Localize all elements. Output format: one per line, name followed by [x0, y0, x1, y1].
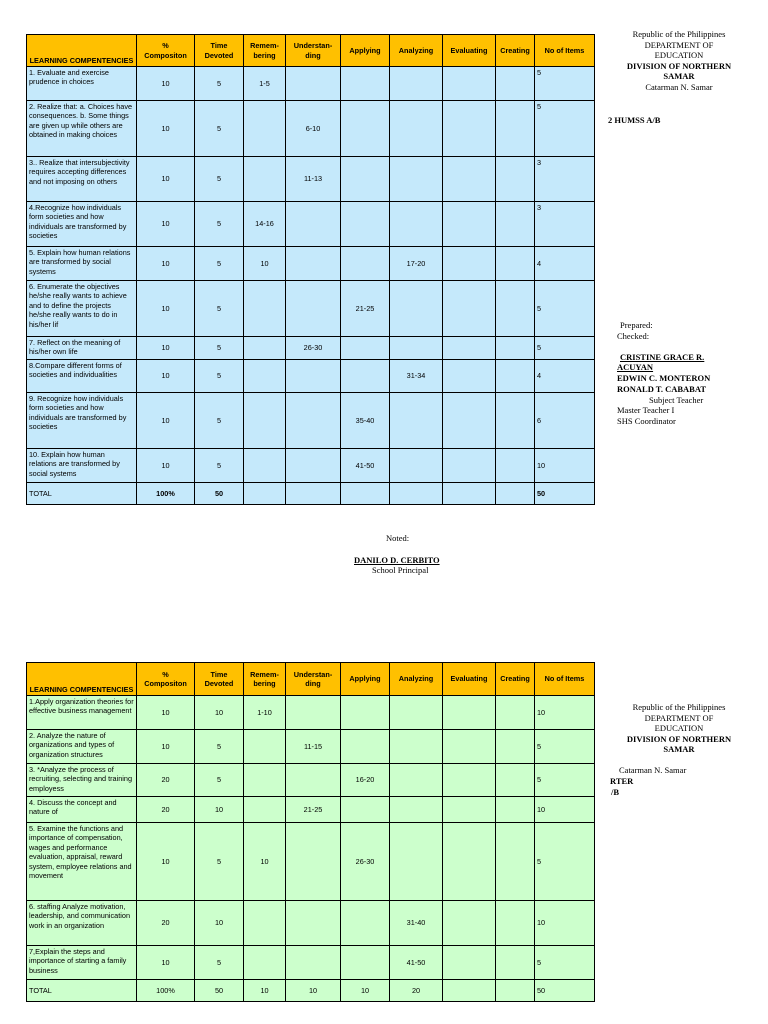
understanding-cell [286, 360, 341, 393]
evaluating-cell [443, 764, 496, 797]
time-cell: 5 [195, 157, 244, 202]
total-label: TOTAL [27, 980, 137, 1002]
understanding-cell: 11-15 [286, 730, 341, 764]
remembering-cell [244, 337, 286, 360]
understanding-cell [286, 764, 341, 797]
remembering-cell: 10 [244, 823, 286, 901]
competency-cell: 5. Explain how human relations are transformed by social systems [27, 247, 137, 281]
total-analyzing: 20 [390, 980, 443, 1002]
remembering-cell [244, 946, 286, 980]
time-cell: 10 [195, 696, 244, 730]
section-label-1: 2 HUMSS A/B [608, 115, 661, 125]
remembering-cell [244, 360, 286, 393]
competency-cell: 9. Recognize how individuals form societies and how individuals are transformed by societies [27, 393, 137, 449]
teacher-name-line2: ACUYAN [617, 362, 654, 372]
table-row [27, 946, 595, 980]
table-header-row [27, 35, 595, 67]
analyzing-cell [390, 823, 443, 901]
competency-cell: 7. Reflect on the meaning of his/her own life [27, 337, 137, 360]
total-time: 50 [195, 980, 244, 1002]
understanding-cell [286, 901, 341, 946]
competency-cell: 8.Compare different forms of societies and individualities [27, 360, 137, 393]
table-row [27, 202, 595, 247]
table-row [27, 696, 595, 730]
location-line-2: Catarman N. Samar [619, 765, 687, 775]
remembering-cell: 1-10 [244, 696, 286, 730]
remembering-cell [244, 449, 286, 483]
analyzing-cell [390, 281, 443, 337]
evaluating-cell [443, 67, 496, 101]
creating-cell [496, 67, 535, 101]
republic-line: Republic of the Philippines [632, 29, 726, 39]
items-cell: 5 [535, 101, 595, 157]
analyzing-cell [390, 393, 443, 449]
department-line: DEPARTMENT OF [644, 39, 714, 50]
republic-line: Republic of the Philippines [632, 702, 726, 712]
master-teacher-name: EDWIN C. MONTERON [617, 373, 711, 383]
applying-cell: 16-20 [341, 764, 390, 797]
applying-cell: 35-40 [341, 393, 390, 449]
analyzing-cell [390, 730, 443, 764]
creating-cell [496, 901, 535, 946]
understanding-cell [286, 696, 341, 730]
table-row [27, 101, 595, 157]
items-cell: 10 [535, 696, 595, 730]
creating-cell [496, 696, 535, 730]
total-composition: 100% [137, 483, 195, 505]
total-composition: 100% [137, 980, 195, 1002]
composition-cell: 10 [137, 281, 195, 337]
evaluating-cell [443, 901, 496, 946]
table-row [27, 449, 595, 483]
remembering-cell [244, 797, 286, 823]
remembering-cell [244, 157, 286, 202]
header-evaluating: Evaluating [443, 35, 496, 67]
section-label-2: /B [611, 787, 620, 797]
total-creating [496, 483, 535, 505]
creating-cell [496, 281, 535, 337]
coordinator-title: SHS Coordinator [617, 416, 676, 426]
composition-cell: 10 [137, 823, 195, 901]
school-header-1 [614, 29, 744, 92]
analyzing-cell [390, 337, 443, 360]
competency-cell: 6. staffing Analyze motivation, leadership, and communication work in an organization [27, 901, 137, 946]
items-cell: 4 [535, 360, 595, 393]
applying-cell [341, 101, 390, 157]
evaluating-cell [443, 797, 496, 823]
creating-cell [496, 764, 535, 797]
understanding-cell [286, 449, 341, 483]
remembering-cell [244, 101, 286, 157]
evaluating-cell [443, 360, 496, 393]
total-items: 50 [535, 980, 595, 1002]
items-cell: 3 [535, 157, 595, 202]
understanding-cell: 11-13 [286, 157, 341, 202]
school-header-2 [614, 702, 744, 755]
items-cell: 5 [535, 337, 595, 360]
header-composition [137, 35, 195, 67]
creating-cell [496, 202, 535, 247]
applying-cell: 21-25 [341, 281, 390, 337]
composition-cell: 10 [137, 360, 195, 393]
competency-cell: 5. Examine the functions and importance of compensation, wages and performance evaluation, appraisal, reward system, employee relations and movement [27, 823, 137, 901]
principal-title: School Principal [372, 565, 429, 575]
teacher-name-line1: CRISTINE GRACE R. [620, 352, 705, 362]
coordinator-name: RONALD T. CABABAT [617, 384, 707, 394]
remembering-cell [244, 901, 286, 946]
competency-cell: 1. Evaluate and exercise prudence in choices [27, 67, 137, 101]
analyzing-cell: 17-20 [390, 247, 443, 281]
competency-cell: 2. Realize that: a. Choices have consequences. b. Some things are given up while others are obtained in making choices [27, 101, 137, 157]
total-applying: 10 [341, 980, 390, 1002]
remembering-cell: 10 [244, 247, 286, 281]
time-cell: 5 [195, 823, 244, 901]
understanding-cell: 21-25 [286, 797, 341, 823]
header-evaluating: Evaluating [443, 663, 496, 696]
samar-line: SAMAR [663, 71, 695, 81]
evaluating-cell [443, 202, 496, 247]
remembering-cell: 14-16 [244, 202, 286, 247]
creating-cell [496, 360, 535, 393]
total-row [27, 980, 595, 1002]
items-cell: 5 [535, 946, 595, 980]
composition-cell: 10 [137, 337, 195, 360]
total-understanding [286, 483, 341, 505]
understanding-cell [286, 67, 341, 101]
evaluating-cell [443, 157, 496, 202]
header-creating: Creating [496, 663, 535, 696]
remembering-cell [244, 393, 286, 449]
competency-cell: 10. Explain how human relations are transformed by social systems [27, 449, 137, 483]
table-of-specification-1 [26, 34, 595, 505]
time-cell: 5 [195, 449, 244, 483]
time-cell: 5 [195, 247, 244, 281]
composition-cell: 10 [137, 247, 195, 281]
items-cell: 10 [535, 449, 595, 483]
time-cell: 5 [195, 281, 244, 337]
header-applying: Applying [341, 663, 390, 696]
applying-cell [341, 730, 390, 764]
total-time: 50 [195, 483, 244, 505]
composition-cell: 10 [137, 946, 195, 980]
remembering-cell [244, 730, 286, 764]
header-items: No of Items [535, 35, 595, 67]
items-cell: 5 [535, 67, 595, 101]
creating-cell [496, 449, 535, 483]
analyzing-cell: 41-50 [390, 946, 443, 980]
evaluating-cell [443, 696, 496, 730]
competency-cell: 4.Recognize how individuals form societies and how individuals are transformed by societies [27, 202, 137, 247]
composition-cell: 20 [137, 764, 195, 797]
applying-cell [341, 247, 390, 281]
analyzing-cell [390, 764, 443, 797]
evaluating-cell [443, 946, 496, 980]
remembering-cell [244, 764, 286, 797]
evaluating-cell [443, 730, 496, 764]
time-cell: 5 [195, 337, 244, 360]
division-line: DIVISION OF NORTHERN [626, 60, 732, 71]
total-applying [341, 483, 390, 505]
time-cell: 10 [195, 797, 244, 823]
table-row [27, 360, 595, 393]
analyzing-cell [390, 157, 443, 202]
principal-name: DANILO D. CERBITO [354, 555, 440, 565]
composition-cell: 10 [137, 449, 195, 483]
header-time-devoted: Time Devoted [195, 663, 244, 696]
applying-cell [341, 901, 390, 946]
time-cell: 5 [195, 202, 244, 247]
understanding-cell: 26-30 [286, 337, 341, 360]
understanding-cell [286, 202, 341, 247]
table-header-row [27, 663, 595, 696]
competency-cell: 3. *Analyze the process of recruiting, selecting and training employess [27, 764, 137, 797]
header-competencies: LEARNING COMPENTENCIES [27, 663, 137, 696]
items-cell: 5 [535, 823, 595, 901]
applying-cell [341, 157, 390, 202]
samar-line: SAMAR [663, 744, 695, 754]
table-row [27, 764, 595, 797]
total-remembering: 10 [244, 980, 286, 1002]
understanding-cell [286, 946, 341, 980]
creating-cell [496, 157, 535, 202]
header-remembering: Remem-bering [244, 663, 286, 696]
items-cell: 10 [535, 901, 595, 946]
evaluating-cell [443, 281, 496, 337]
composition-cell: 20 [137, 901, 195, 946]
applying-cell: 41-50 [341, 449, 390, 483]
evaluating-cell [443, 393, 496, 449]
header-analyzing: Analyzing [390, 663, 443, 696]
noted-label: Noted: [386, 533, 410, 543]
table-row [27, 823, 595, 901]
table-of-specification-2 [26, 662, 595, 1002]
competency-cell: 7,Explain the steps and importance of starting a family business [27, 946, 137, 980]
prepared-label: Prepared: [620, 320, 653, 330]
creating-cell [496, 797, 535, 823]
table-row [27, 393, 595, 449]
header-competencies: LEARNING COMPENTENCIES [27, 35, 137, 67]
master-title: Master Teacher I [617, 405, 675, 415]
evaluating-cell [443, 337, 496, 360]
time-cell: 5 [195, 946, 244, 980]
table-row [27, 901, 595, 946]
header-composition-pct: % [162, 41, 169, 51]
teacher-title: Subject Teacher [649, 395, 704, 405]
header-understanding: Understan-ding [286, 35, 341, 67]
table-row [27, 730, 595, 764]
evaluating-cell [443, 823, 496, 901]
understanding-cell [286, 823, 341, 901]
header-remembering: Remem-bering [244, 35, 286, 67]
quarter-label: RTER [610, 776, 634, 786]
analyzing-cell: 31-40 [390, 901, 443, 946]
competency-cell: 3.. Realize that intersubjectivity requires accepting differences and not imposing on others [27, 157, 137, 202]
items-cell: 5 [535, 730, 595, 764]
header-time-devoted: Time Devoted [195, 35, 244, 67]
competency-cell: 2. Analyze the nature of organizations and types of organization structures [27, 730, 137, 764]
understanding-cell [286, 247, 341, 281]
understanding-cell [286, 393, 341, 449]
composition-cell: 10 [137, 202, 195, 247]
competency-cell: 4. Discuss the concept and nature of [27, 797, 137, 823]
analyzing-cell [390, 797, 443, 823]
header-creating: Creating [496, 35, 535, 67]
applying-cell [341, 797, 390, 823]
time-cell: 5 [195, 730, 244, 764]
understanding-cell [286, 281, 341, 337]
evaluating-cell [443, 247, 496, 281]
applying-cell [341, 946, 390, 980]
division-line: DIVISION OF NORTHERN [626, 733, 732, 744]
analyzing-cell [390, 449, 443, 483]
total-creating [496, 980, 535, 1002]
table-row [27, 281, 595, 337]
total-understanding: 10 [286, 980, 341, 1002]
remembering-cell: 1-5 [244, 67, 286, 101]
competency-cell: 6. Enumerate the objectives he/she really wants to achieve and to define the projects he/she really wants to do in his/her lif [27, 281, 137, 337]
applying-cell [341, 67, 390, 101]
composition-cell: 10 [137, 157, 195, 202]
composition-cell: 10 [137, 696, 195, 730]
analyzing-cell [390, 202, 443, 247]
time-cell: 5 [195, 360, 244, 393]
remembering-cell [244, 281, 286, 337]
total-analyzing [390, 483, 443, 505]
time-cell: 5 [195, 101, 244, 157]
analyzing-cell [390, 696, 443, 730]
header-items: No of Items [535, 663, 595, 696]
time-cell: 5 [195, 764, 244, 797]
creating-cell [496, 247, 535, 281]
applying-cell [341, 360, 390, 393]
education-line: EDUCATION [654, 723, 704, 733]
composition-cell: 10 [137, 393, 195, 449]
composition-cell: 20 [137, 797, 195, 823]
evaluating-cell [443, 101, 496, 157]
creating-cell [496, 823, 535, 901]
checked-label: Checked: [617, 331, 650, 341]
creating-cell [496, 101, 535, 157]
composition-cell: 10 [137, 67, 195, 101]
total-remembering [244, 483, 286, 505]
header-composition-pct: % [162, 669, 169, 679]
table-row [27, 67, 595, 101]
total-row [27, 483, 595, 505]
table-row [27, 337, 595, 360]
time-cell: 10 [195, 901, 244, 946]
composition-cell: 10 [137, 101, 195, 157]
total-evaluating [443, 483, 496, 505]
time-cell: 5 [195, 67, 244, 101]
header-composition [137, 663, 195, 696]
evaluating-cell [443, 449, 496, 483]
items-cell: 10 [535, 797, 595, 823]
analyzing-cell [390, 67, 443, 101]
location-line: Catarman N. Samar [645, 81, 713, 92]
analyzing-cell: 31-34 [390, 360, 443, 393]
header-composition-label: Compositon [144, 50, 187, 60]
creating-cell [496, 730, 535, 764]
table-row [27, 157, 595, 202]
creating-cell [496, 337, 535, 360]
department-line: DEPARTMENT OF [644, 712, 714, 723]
applying-cell [341, 337, 390, 360]
header-composition-label: Compositon [144, 679, 187, 688]
analyzing-cell [390, 101, 443, 157]
time-cell: 5 [195, 393, 244, 449]
applying-cell: 26-30 [341, 823, 390, 901]
header-understanding: Understan-ding [286, 663, 341, 696]
items-cell: 6 [535, 393, 595, 449]
competency-cell: 1.Apply organization theories for effective business management [27, 696, 137, 730]
items-cell: 5 [535, 281, 595, 337]
creating-cell [496, 393, 535, 449]
education-line: EDUCATION [654, 50, 704, 60]
applying-cell [341, 202, 390, 247]
total-evaluating [443, 980, 496, 1002]
understanding-cell: 6-10 [286, 101, 341, 157]
total-items: 50 [535, 483, 595, 505]
table-row [27, 247, 595, 281]
applying-cell [341, 696, 390, 730]
total-label: TOTAL [27, 483, 137, 505]
composition-cell: 10 [137, 730, 195, 764]
items-cell: 3 [535, 202, 595, 247]
header-analyzing: Analyzing [390, 35, 443, 67]
creating-cell [496, 946, 535, 980]
items-cell: 5 [535, 764, 595, 797]
header-applying: Applying [341, 35, 390, 67]
items-cell: 4 [535, 247, 595, 281]
table-row [27, 797, 595, 823]
